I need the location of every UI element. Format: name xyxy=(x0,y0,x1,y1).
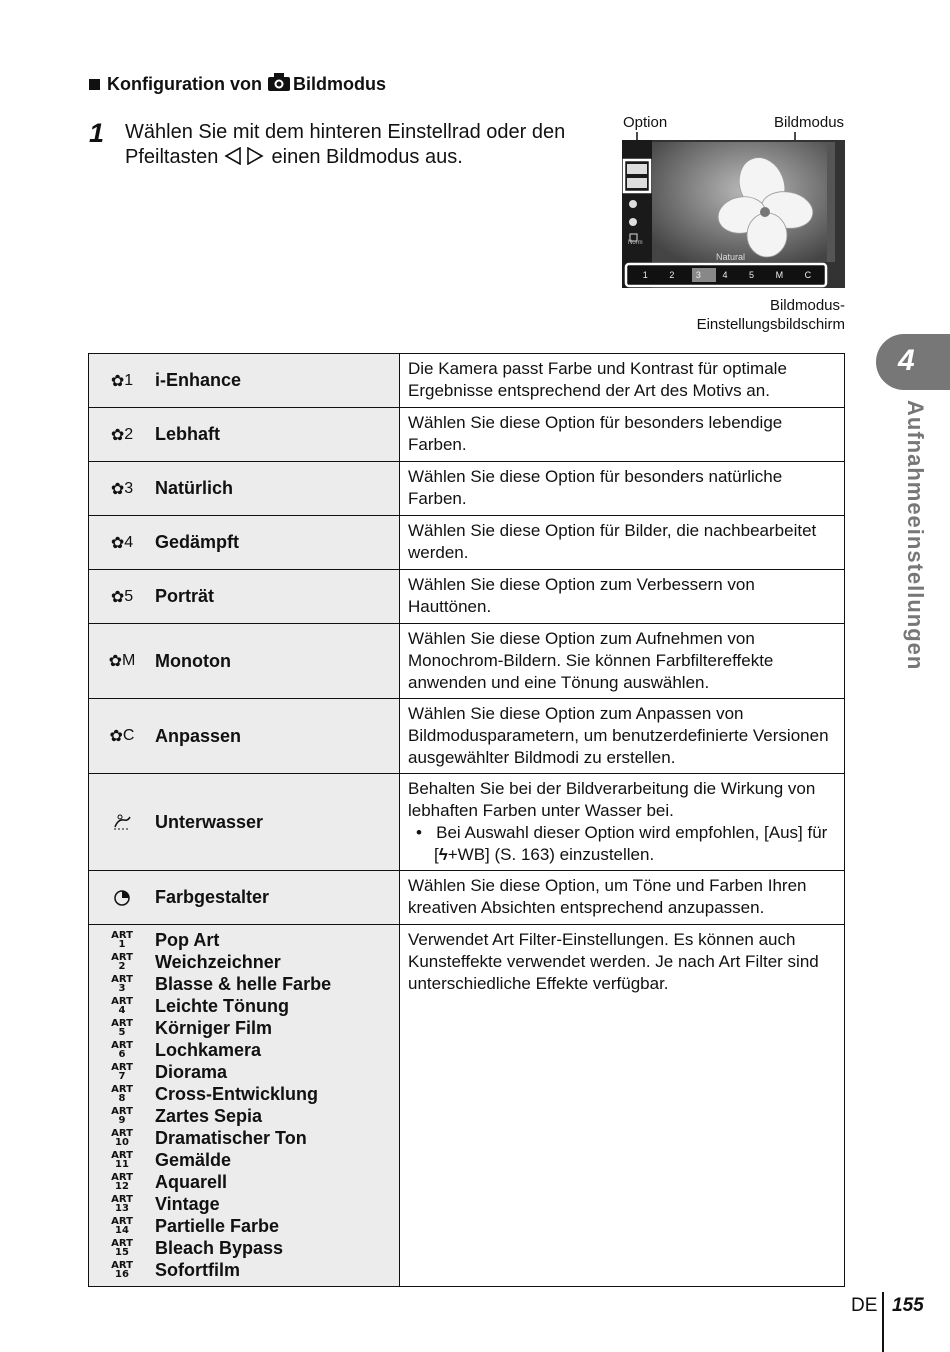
art-filter-name: Diorama xyxy=(155,1061,228,1082)
screen-mode-strip xyxy=(632,270,822,280)
art-filter-name: Partielle Farbe xyxy=(155,1215,280,1236)
list-item xyxy=(89,1259,331,1281)
camera-screen xyxy=(622,140,845,288)
art-icon: ART 2 xyxy=(111,952,133,972)
art-filter-name: Gemälde xyxy=(155,1149,232,1170)
step-text xyxy=(125,120,605,172)
footer-divider xyxy=(882,1292,884,1352)
mode-name: Farbgestalter xyxy=(155,887,270,907)
heading-text-before: Konfiguration von xyxy=(107,74,262,94)
art-icon: ART 9 xyxy=(111,1106,133,1126)
list-item xyxy=(89,1017,331,1039)
color-creator-icon xyxy=(89,889,155,907)
picture-mode-icon: ✿ C xyxy=(109,727,135,745)
art-icon: ART 10 xyxy=(111,1128,133,1148)
picture-mode-icon: ✿ 1 xyxy=(110,371,134,390)
picture-mode-icon: ✿ 4 xyxy=(110,533,134,552)
flower-photo xyxy=(622,140,845,288)
art-icon: ART 5 xyxy=(111,1018,133,1038)
art-filter-name: Lochkamera xyxy=(155,1039,262,1060)
page-number: 155 xyxy=(892,1295,924,1316)
mode-description xyxy=(400,774,844,870)
chapter-number: 4 xyxy=(898,344,915,377)
table-row xyxy=(88,353,845,408)
art-description: Verwendet Art Filter-Einstellungen. Es können auch Kunsteffekte verwendet werden. Je nach Art Filter sind unterschiedliche Effekte verfügbar. xyxy=(408,930,819,993)
art-filter-name: Dramatischer Ton xyxy=(155,1127,307,1148)
art-icon: ART 4 xyxy=(111,996,133,1016)
section-heading xyxy=(89,72,386,97)
art-filter-name: Vintage xyxy=(155,1193,220,1214)
art-icon: ART 1 xyxy=(111,930,133,950)
table-row xyxy=(88,516,845,570)
mode-description: Die Kamera passt Farbe und Kontrast für optimale Ergebnisse entsprechend der Art des Motivs an. xyxy=(408,359,787,400)
art-filter-name: Zartes Sepia xyxy=(155,1105,263,1126)
caption-line1: Bildmodus- xyxy=(769,297,845,314)
list-item xyxy=(89,1061,331,1083)
mode-name: Anpassen xyxy=(155,725,242,746)
list-item xyxy=(89,1039,331,1061)
table-row xyxy=(88,570,845,624)
strip-item: 5 xyxy=(749,270,755,280)
art-filter-name: Weichzeichner xyxy=(155,951,281,972)
strip-item: M xyxy=(775,270,784,280)
list-item xyxy=(89,1171,331,1193)
mode-name: Lebhaft xyxy=(155,424,220,444)
table-row xyxy=(88,462,845,516)
step-text-line1: Wählen Sie mit dem hinteren Einstellrad oder den xyxy=(125,121,566,143)
strip-item: 4 xyxy=(722,270,728,280)
picture-mode-table xyxy=(88,353,845,1287)
caption-line2: Einstellungsbildschirm xyxy=(696,316,845,333)
list-item xyxy=(89,951,331,973)
art-icon: ART 12 xyxy=(111,1172,133,1192)
camera-icon xyxy=(267,72,291,97)
strip-item: 3 xyxy=(695,270,701,280)
picture-mode-icon: ✿ 5 xyxy=(110,587,134,606)
footer-language: DE xyxy=(851,1295,878,1316)
square-bullet-icon xyxy=(89,79,100,90)
step-text-line2a: Pfeiltasten xyxy=(125,146,219,168)
list-item xyxy=(89,1105,331,1127)
chapter-tab xyxy=(876,334,950,390)
art-icon: ART 15 xyxy=(111,1238,133,1258)
label-option: Option xyxy=(623,114,668,131)
screen-mode-name: Natural xyxy=(716,252,746,262)
step-number: 1 xyxy=(89,118,105,148)
art-filter-name: Aquarell xyxy=(155,1171,228,1192)
mode-name: i-Enhance xyxy=(155,370,242,390)
art-icon: ART 13 xyxy=(111,1194,133,1214)
list-item xyxy=(89,1127,331,1149)
mode-description: Wählen Sie diese Option für besonders natürliche Farben. xyxy=(408,467,783,508)
label-bildmodus: Bildmodus xyxy=(774,114,845,131)
bullet-text: Bei Auswahl dieser Option wird empfohlen, [Aus] für [ xyxy=(434,823,828,864)
picture-mode-icon: ✿ M xyxy=(108,652,136,670)
left-right-arrow-icon xyxy=(224,147,266,172)
art-icon: ART 14 xyxy=(111,1216,133,1236)
list-item xyxy=(89,973,331,995)
list-item xyxy=(89,1237,331,1259)
strip-item: 2 xyxy=(669,270,675,280)
art-icon: ART 7 xyxy=(111,1062,133,1082)
art-filter-name: Pop Art xyxy=(155,929,220,950)
table-row-underwater xyxy=(88,774,845,871)
mode-name: Natürlich xyxy=(155,478,234,498)
table-row xyxy=(88,624,845,699)
art-icon: ART 11 xyxy=(111,1150,133,1170)
list-item xyxy=(89,995,331,1017)
art-filter-list xyxy=(89,925,331,1285)
art-filter-name: Körniger Film xyxy=(155,1017,273,1038)
underwater-desc: Behalten Sie bei der Bildverarbeitung die Wirkung von lebhaften Farben unter Wasser bei. xyxy=(408,779,816,820)
list-item xyxy=(89,929,331,951)
mode-description: Wählen Sie diese Option für besonders lebendige Farben. xyxy=(408,413,783,454)
mode-name: Gedämpft xyxy=(155,532,240,552)
heading-text-after: Bildmodus xyxy=(292,74,386,94)
underwater-bullet: • Bei Auswahl dieser Option wird empfohlen, [Aus] für [ϟ+WB] (S. 163) einzustellen. xyxy=(416,823,828,864)
picture-mode-icon: ✿ 3 xyxy=(110,479,134,498)
table-row xyxy=(88,408,845,462)
mode-description: Wählen Sie diese Option für Bilder, die nachbearbeitet werden. xyxy=(408,521,817,562)
art-icon: ART 16 xyxy=(111,1260,133,1280)
art-filter-name: Leichte Tönung xyxy=(155,995,289,1016)
flash-icon: ϟ xyxy=(438,845,448,864)
mode-name: Porträt xyxy=(155,586,215,606)
figure-caption xyxy=(650,296,845,334)
art-filter-name: Sofortfilm xyxy=(155,1259,240,1280)
list-item xyxy=(89,1215,331,1237)
underwater-icon xyxy=(89,813,155,831)
mode-description: Wählen Sie diese Option zum Anpassen von Bildmodusparametern, um benutzerdefinierte Versionen ausgewählter Bildmodi zu erstellen. xyxy=(408,704,829,767)
art-icon: ART 3 xyxy=(111,974,133,994)
mode-description: Wählen Sie diese Option zum Aufnehmen von Monochrom-Bildern. Sie können Farbfiltereffekte anwenden und eine Tönung auswählen. xyxy=(408,629,774,692)
strip-item: 1 xyxy=(642,270,648,280)
art-icon: ART 6 xyxy=(111,1040,133,1060)
table-row xyxy=(88,699,845,774)
chapter-title: Aufnahmeeinstellungen xyxy=(903,400,928,671)
mode-description: Wählen Sie diese Option zum Verbessern von Hauttönen. xyxy=(408,575,755,616)
art-icon: ART 8 xyxy=(111,1084,133,1104)
art-filter-name: Bleach Bypass xyxy=(155,1237,284,1258)
step-text-line2b: einen Bildmodus aus. xyxy=(271,146,463,168)
strip-item: C xyxy=(804,270,812,280)
bullet-text-end: +WB] (S. 163) einzustellen. xyxy=(447,845,655,864)
art-filter-name: Blasse & helle Farbe xyxy=(155,973,332,994)
mode-name: Unterwasser xyxy=(155,811,264,832)
list-item xyxy=(89,1149,331,1171)
list-item xyxy=(89,1193,331,1215)
art-filter-name: Cross-Entwicklung xyxy=(155,1083,319,1104)
table-row-art-filters xyxy=(88,925,845,1287)
picture-mode-icon: ✿ 2 xyxy=(110,425,134,444)
screen-norm-label: Norm xyxy=(628,240,643,246)
list-item xyxy=(89,1083,331,1105)
table-row-color-creator xyxy=(88,871,845,925)
mode-name: Monoton xyxy=(155,650,231,671)
mode-description: Wählen Sie diese Option, um Töne und Farben Ihren kreativen Absichten entsprechend anzupassen. xyxy=(408,876,807,917)
